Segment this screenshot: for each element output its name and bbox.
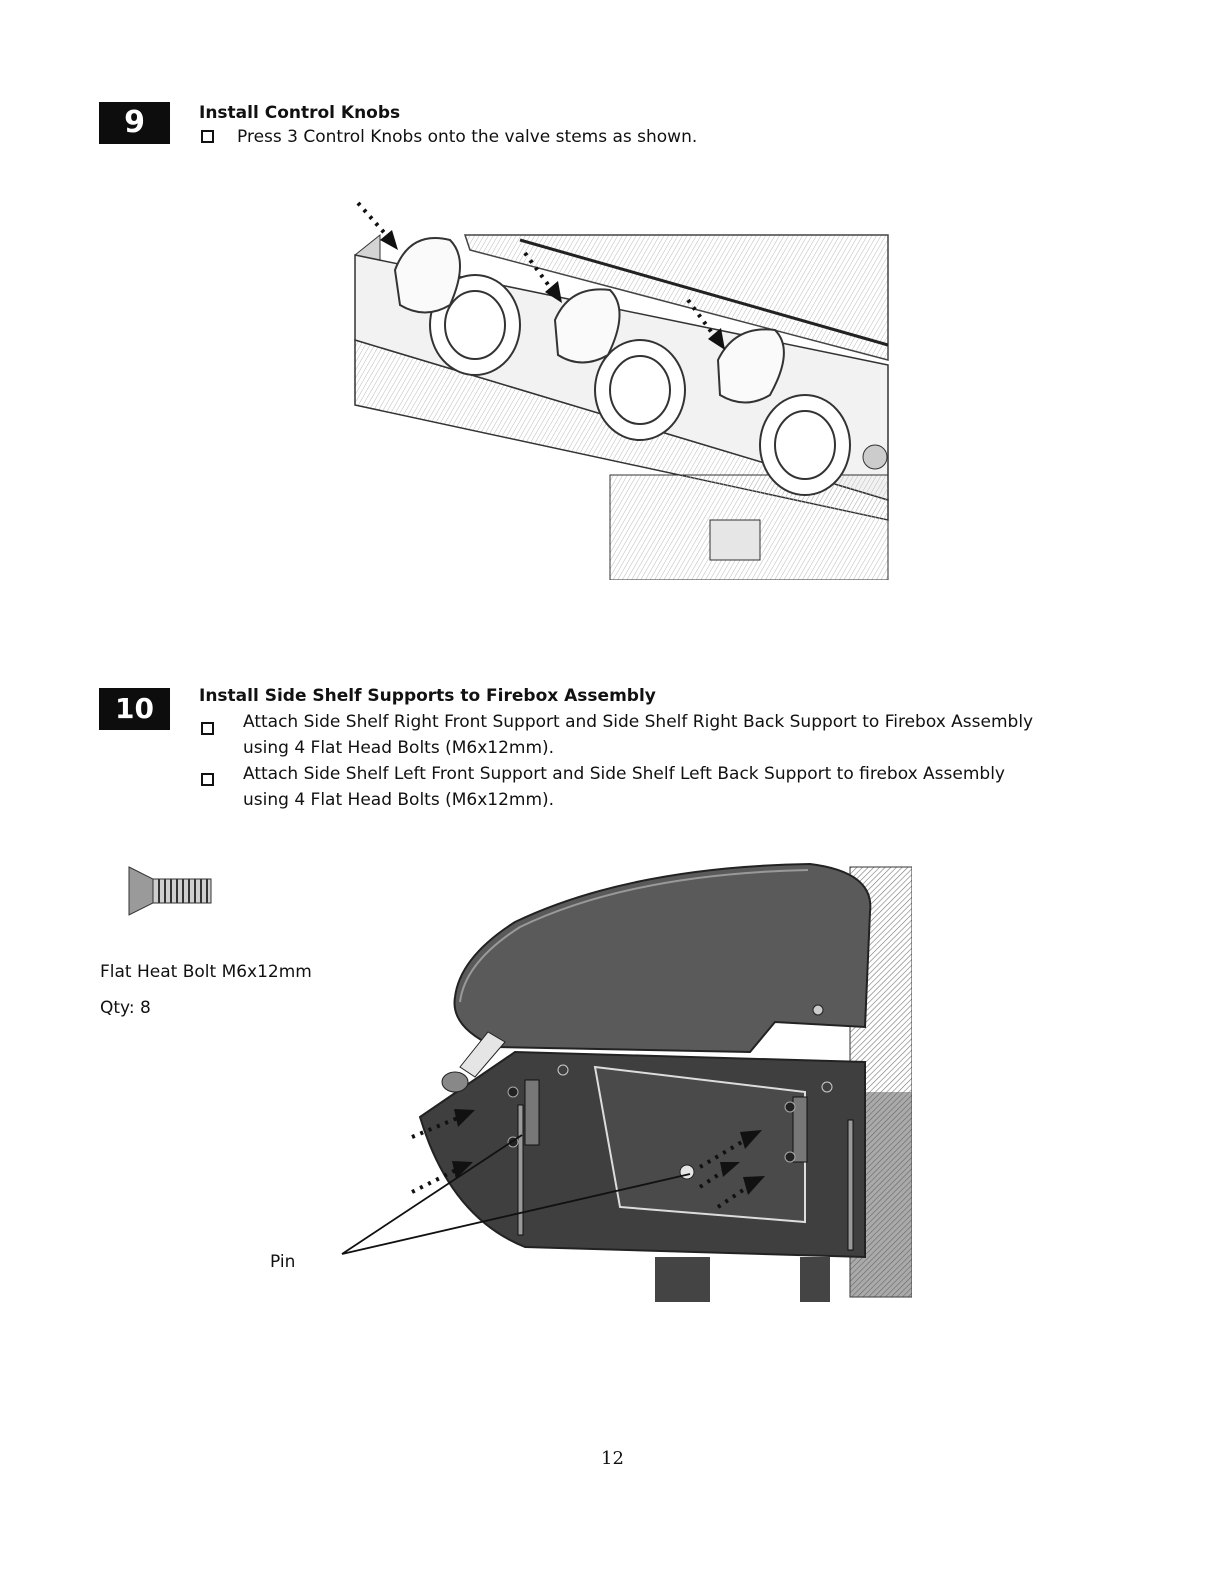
checkbox-icon — [201, 773, 214, 786]
flat-head-bolt-icon — [125, 865, 220, 920]
instruction-text: Attach Side Shelf Right Front Support and Side Shelf Right Back Support to Firebox Assembly — [243, 712, 1034, 732]
page-number: 12 — [601, 1448, 624, 1469]
instruction-text: using 4 Flat Head Bolts (M6x12mm). — [243, 790, 555, 810]
hardware-name: Flat Heat Bolt M6x12mm — [100, 962, 312, 982]
step-title: Install Control Knobs — [199, 103, 401, 123]
instruction-text: using 4 Flat Head Bolts (M6x12mm). — [243, 738, 555, 758]
checkbox-icon — [201, 130, 214, 143]
instruction-text: Attach Side Shelf Left Front Support and Side Shelf Left Back Support to firebox Assembly — [243, 764, 1005, 784]
pin-callout-label: Pin — [270, 1252, 296, 1272]
hardware-qty: Qty: 8 — [100, 998, 151, 1018]
side-shelf-supports-figure — [330, 862, 912, 1302]
step-title: Install Side Shelf Supports to Firebox Assembly — [199, 686, 656, 706]
checkbox-icon — [201, 722, 214, 735]
instruction-text: Press 3 Control Knobs onto the valve stems as shown. — [237, 127, 698, 147]
control-knobs-figure — [350, 195, 890, 580]
step-number-badge: 9 — [99, 102, 170, 144]
step-number-badge: 10 — [99, 688, 170, 730]
